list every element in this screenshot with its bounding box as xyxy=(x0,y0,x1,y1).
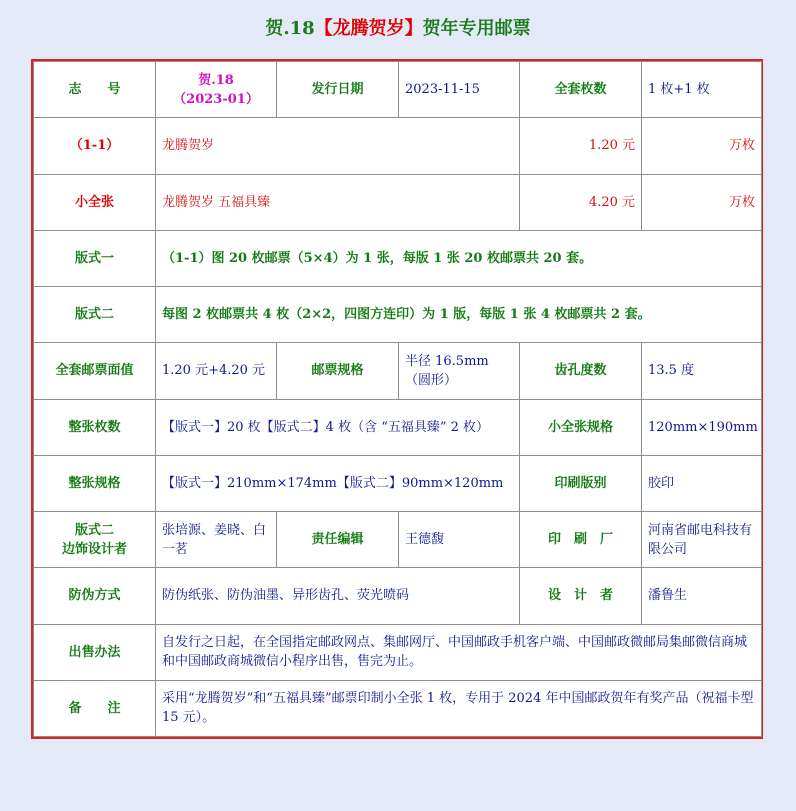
title-suffix: 贺年专用邮票 xyxy=(422,18,531,39)
label-sales: 出售办法 xyxy=(34,624,156,680)
title-highlight: 【龙腾贺岁】 xyxy=(314,18,423,39)
table-row xyxy=(34,62,762,118)
stamp-info-table xyxy=(31,59,763,739)
page-title xyxy=(0,14,796,40)
table-row xyxy=(34,118,762,174)
value-border-designer: 张培源、姜晓、白一茗 xyxy=(156,512,277,568)
table-row xyxy=(34,230,762,286)
label-sheet-count: 整张枚数 xyxy=(34,399,156,455)
table-row xyxy=(34,399,762,455)
value-set-count: 1 枚+1 枚 xyxy=(642,62,762,118)
table-row xyxy=(34,512,762,568)
label-editor: 责任编辑 xyxy=(277,512,399,568)
zhihao-line2: （2023-01） xyxy=(173,91,259,107)
value-zhihao xyxy=(156,62,277,118)
table-row xyxy=(34,624,762,680)
table-row xyxy=(34,568,762,624)
label-format-2: 版式二 xyxy=(34,287,156,343)
label-printer: 印 刷 厂 xyxy=(520,512,642,568)
label-stamp-spec: 邮票规格 xyxy=(277,343,399,399)
value-stamp-1-1-unit: 万枚 xyxy=(642,118,762,174)
title-prefix: 贺.18 xyxy=(265,18,315,39)
value-minisheet-spec: 120mm×190mm xyxy=(642,399,762,455)
value-stamp-spec: 半径 16.5mm（圆形） xyxy=(399,343,520,399)
value-minisheet-name: 龙腾贺岁 五福具臻 xyxy=(156,174,520,230)
label-stamp-1-1: （1-1） xyxy=(34,118,156,174)
label-border-designer xyxy=(34,512,156,568)
label-remarks: 备 注 xyxy=(34,680,156,736)
label-security: 防伪方式 xyxy=(34,568,156,624)
value-format-2: 每图 2 枚邮票共 4 枚（2×2，四图方连印）为 1 版，每版 1 张 4 枚邮票共 2 套。 xyxy=(156,287,762,343)
label-set-count: 全套枚数 xyxy=(520,62,642,118)
value-security: 防伪纸张、防伪油墨、异形齿孔、荧光喷码 xyxy=(156,568,520,624)
zhihao-line1: 贺.18 xyxy=(198,72,234,88)
value-sales: 自发行之日起，在全国指定邮政网点、集邮网厅、中国邮政手机客户端、中国邮政微邮局集邮微信商城和中国邮政商城微信小程序出售，售完为止。 xyxy=(156,624,762,680)
label-sheet-spec: 整张规格 xyxy=(34,455,156,511)
table-row xyxy=(34,455,762,511)
label-designer: 设 计 者 xyxy=(520,568,642,624)
label-perforation: 齿孔度数 xyxy=(520,343,642,399)
value-format-1: （1-1）图 20 枚邮票（5×4）为 1 张，每版 1 张 20 枚邮票共 20 套。 xyxy=(156,230,762,286)
label-zhihao: 志 号 xyxy=(34,62,156,118)
label-issue-date: 发行日期 xyxy=(277,62,399,118)
value-remarks: 采用“龙腾贺岁”和“五福具臻”邮票印制小全张 1 枚，专用于 2024 年中国邮政贺年有奖产品（祝福卡型 15 元）。 xyxy=(156,680,762,736)
label-face-value: 全套邮票面值 xyxy=(34,343,156,399)
value-designer: 潘鲁生 xyxy=(642,568,762,624)
value-editor: 王德馥 xyxy=(399,512,520,568)
table-row xyxy=(34,343,762,399)
border-designer-line2: 边饰设计者 xyxy=(61,541,127,557)
label-minisheet-spec: 小全张规格 xyxy=(520,399,642,455)
label-format-1: 版式一 xyxy=(34,230,156,286)
value-minisheet-price: 4.20 元 xyxy=(520,174,642,230)
value-perforation: 13.5 度 xyxy=(642,343,762,399)
label-print-method: 印刷版别 xyxy=(520,455,642,511)
label-minisheet: 小全张 xyxy=(34,174,156,230)
value-minisheet-unit: 万枚 xyxy=(642,174,762,230)
value-sheet-spec: 【版式一】210mm×174mm【版式二】90mm×120mm xyxy=(156,455,520,511)
value-stamp-1-1-price: 1.20 元 xyxy=(520,118,642,174)
value-printer: 河南省邮电科技有限公司 xyxy=(642,512,762,568)
value-issue-date: 2023-11-15 xyxy=(399,62,520,118)
value-sheet-count: 【版式一】20 枚【版式二】4 枚（含 “五福具臻” 2 枚） xyxy=(156,399,520,455)
value-stamp-1-1-name: 龙腾贺岁 xyxy=(156,118,520,174)
table-row xyxy=(34,680,762,736)
value-print-method: 胶印 xyxy=(642,455,762,511)
table-row xyxy=(34,287,762,343)
border-designer-line1: 版式二 xyxy=(74,522,114,538)
table-row xyxy=(34,174,762,230)
value-face-value: 1.20 元+4.20 元 xyxy=(156,343,277,399)
